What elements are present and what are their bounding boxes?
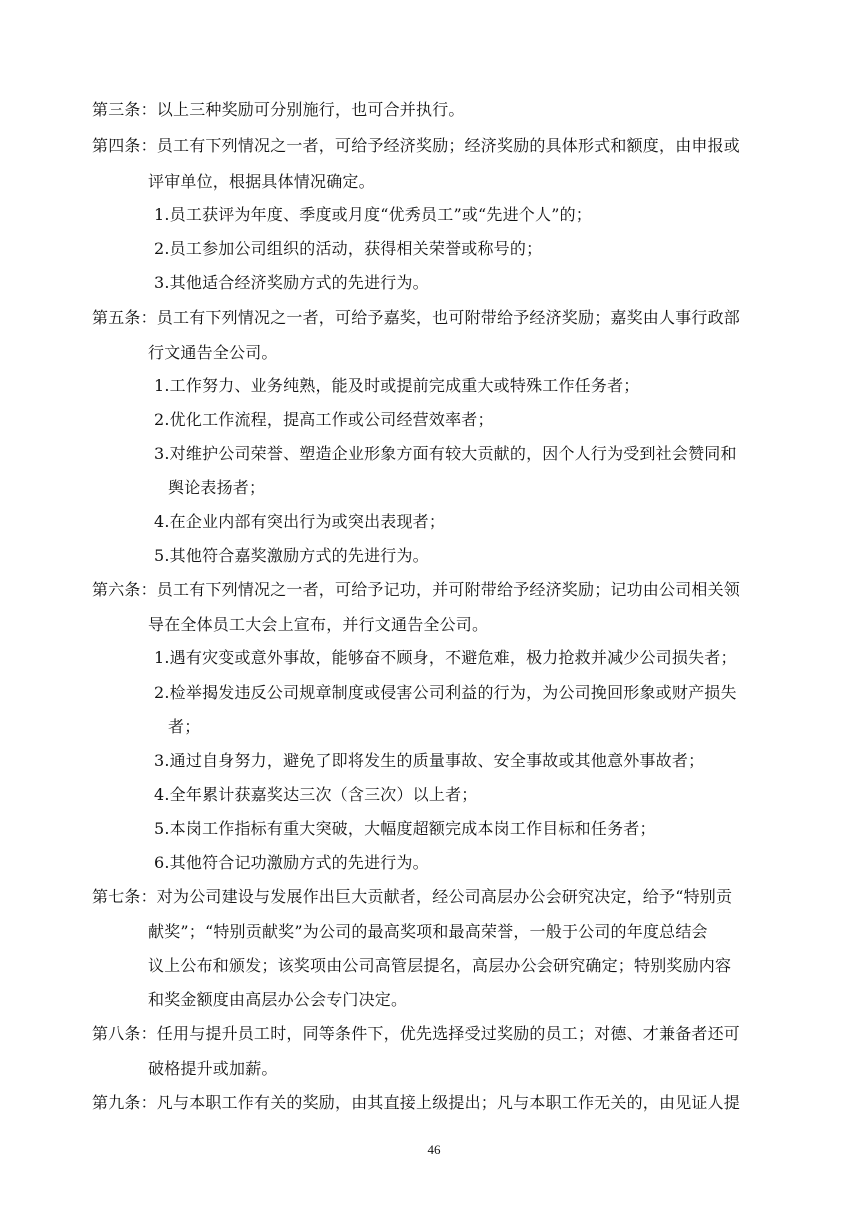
article-5-item-3-cont: 舆论表扬者；: [168, 478, 266, 497]
article-4-item-1: 1.员工获评为年度、季度或月度“优秀员工”或“先进个人”的；: [154, 205, 592, 224]
article-6-item-4: 4.全年累计获嘉奖达三次（含三次）以上者；: [154, 785, 478, 804]
article-7-line-2: 献奖”；“特别贡献奖”为公司的最高奖项和最高荣誉，一般于公司的年度总结会: [148, 922, 708, 941]
article-3-line-1: 第三条：以上三种奖励可分别施行，也可合并执行。: [92, 100, 465, 119]
article-7-line-3: 议上公布和颁发；该奖项由公司高管层提名，高层办公会研究确定；特别奖励内容: [148, 956, 732, 975]
article-5-item-5: 5.其他符合嘉奖激励方式的先进行为。: [154, 546, 429, 565]
article-4-item-3: 3.其他适合经济奖励方式的先进行为。: [154, 273, 429, 292]
article-6-item-5: 5.本岗工作指标有重大突破，大幅度超额完成本岗工作目标和任务者；: [154, 819, 656, 838]
article-9-line-1: 第九条：凡与本职工作有关的奖励，由其直接上级提出；凡与本职工作无关的，由见证人提: [92, 1093, 741, 1112]
article-6-line-1: 第六条：员工有下列情况之一者，可给予记功，并可附带给予经济奖励；记功由公司相关领: [92, 580, 741, 599]
article-6-item-1: 1.遇有灾变或意外事故，能够奋不顾身，不避危难，极力抢救并减少公司损失者；: [154, 648, 737, 667]
article-4-item-2: 2.员工参加公司组织的活动，获得相关荣誉或称号的；: [154, 239, 543, 258]
article-7-line-1: 第七条：对为公司建设与发展作出巨大贡献者，经公司高层办公会研究决定，给予“特别贡: [92, 887, 733, 906]
article-6-line-2: 导在全体员工大会上宣布，并行文通告全公司。: [148, 615, 489, 634]
article-5-item-3: 3.对维护公司荣誉、塑造企业形象方面有较大贡献的，因个人行为受到社会赞同和: [154, 444, 737, 463]
article-5-line-1: 第五条：员工有下列情况之一者，可给予嘉奖，也可附带给予经济奖励；嘉奖由人事行政部: [92, 308, 741, 327]
article-5-line-2: 行文通告全公司。: [148, 343, 278, 362]
article-8-line-1: 第八条：任用与提升员工时，同等条件下，优先选择受过奖励的员工；对德、才兼备者还可: [92, 1024, 741, 1043]
article-5-item-2: 2.优化工作流程，提高工作或公司经营效率者；: [154, 410, 494, 429]
article-4-line-1: 第四条：员工有下列情况之一者，可给予经济奖励；经济奖励的具体形式和额度，由申报或: [92, 136, 741, 155]
article-5-item-4: 4.在企业内部有突出行为或突出表现者；: [154, 512, 446, 531]
article-5-item-1: 1.工作努力、业务纯熟，能及时或提前完成重大或特殊工作任务者；: [154, 376, 640, 395]
article-6-item-6: 6.其他符合记功激励方式的先进行为。: [154, 853, 429, 872]
article-8-line-2: 破格提升或加薪。: [148, 1059, 278, 1078]
article-6-item-2-cont: 者；: [168, 717, 201, 736]
article-4-line-2: 评审单位，根据具体情况确定。: [148, 172, 375, 191]
article-6-item-2: 2.检举揭发违反公司规章制度或侵害公司利益的行为，为公司挽回形象或财产损失: [154, 683, 737, 702]
page-number: 46: [427, 1142, 441, 1157]
article-6-item-3: 3.通过自身努力，避免了即将发生的质量事故、安全事故或其他意外事故者；: [154, 751, 705, 770]
article-7-line-4: 和奖金额度由高层办公会专门决定。: [148, 990, 408, 1009]
